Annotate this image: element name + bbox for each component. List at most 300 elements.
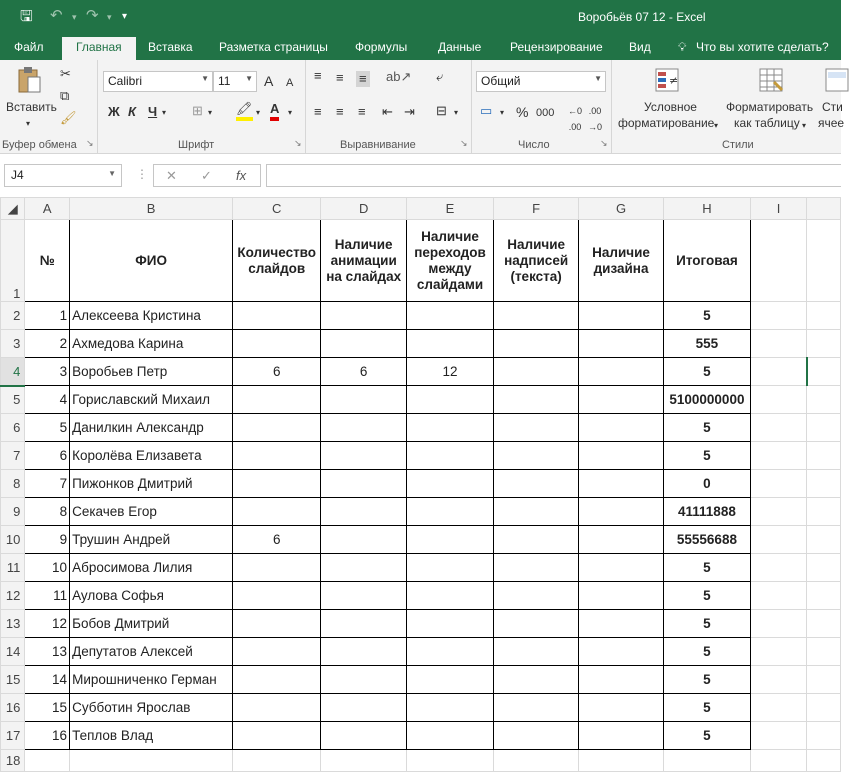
sheet-table bbox=[0, 197, 841, 772]
cell[interactable] bbox=[751, 722, 807, 750]
decrease-decimal-icon[interactable]: .00 →0 bbox=[588, 106, 603, 132]
slides-cell[interactable] bbox=[233, 330, 321, 358]
col-header-c[interactable]: C bbox=[233, 198, 321, 220]
name-cell[interactable]: Пижонков Дмитрий bbox=[70, 470, 233, 498]
cell[interactable] bbox=[807, 470, 841, 498]
format-as-table-line2[interactable]: как таблицу bbox=[734, 116, 800, 130]
number-cell[interactable]: 12 bbox=[25, 610, 70, 638]
captions-cell[interactable] bbox=[493, 302, 578, 330]
name-cell[interactable]: Абросимова Лилия bbox=[70, 554, 233, 582]
transitions-cell[interactable] bbox=[407, 582, 494, 610]
design-cell[interactable] bbox=[579, 498, 663, 526]
cell[interactable] bbox=[807, 554, 841, 582]
cell[interactable] bbox=[751, 220, 807, 302]
slides-cell[interactable] bbox=[233, 722, 321, 750]
cell[interactable] bbox=[751, 526, 807, 554]
cell[interactable] bbox=[807, 750, 841, 772]
cell[interactable] bbox=[751, 498, 807, 526]
cell[interactable] bbox=[751, 610, 807, 638]
animation-cell[interactable] bbox=[321, 638, 407, 666]
animation-cell[interactable] bbox=[321, 554, 407, 582]
chevron-down-icon: ▼ bbox=[594, 74, 602, 83]
cell[interactable] bbox=[751, 750, 807, 772]
total-cell[interactable]: 555 bbox=[663, 330, 750, 358]
format-as-table-line1[interactable]: Форматировать bbox=[726, 100, 814, 114]
tab-page-layout[interactable]: Разметка страницы bbox=[219, 40, 328, 54]
cell-styles-line1[interactable]: Сти bbox=[822, 100, 843, 114]
number-cell[interactable]: 4 bbox=[25, 386, 70, 414]
animation-cell[interactable]: 6 bbox=[321, 358, 407, 386]
animation-cell[interactable] bbox=[321, 582, 407, 610]
font-name-combo[interactable] bbox=[103, 71, 213, 92]
slides-cell[interactable] bbox=[233, 610, 321, 638]
font-size-combo[interactable] bbox=[213, 71, 257, 92]
conditional-formatting-icon[interactable] bbox=[654, 66, 680, 94]
cell[interactable] bbox=[751, 638, 807, 666]
number-cell[interactable]: 13 bbox=[25, 638, 70, 666]
col-header-f[interactable]: F bbox=[493, 198, 578, 220]
captions-cell[interactable] bbox=[493, 694, 578, 722]
design-cell[interactable] bbox=[579, 666, 663, 694]
italic-button[interactable]: К bbox=[128, 104, 136, 119]
cell[interactable] bbox=[751, 470, 807, 498]
captions-cell[interactable] bbox=[493, 722, 578, 750]
font-launcher-icon[interactable]: ↘ bbox=[294, 138, 302, 148]
number-cell[interactable]: 16 bbox=[25, 722, 70, 750]
merge-center-icon[interactable]: ⊟ bbox=[436, 103, 447, 118]
conditional-formatting-line1[interactable]: Условное bbox=[644, 100, 697, 114]
transitions-cell[interactable]: 12 bbox=[407, 358, 494, 386]
tab-review[interactable]: Рецензирование bbox=[510, 40, 603, 54]
row-header[interactable]: 16 bbox=[1, 694, 25, 722]
slides-cell[interactable] bbox=[233, 694, 321, 722]
align-middle-icon[interactable]: ≡ bbox=[336, 70, 344, 85]
animation-cell[interactable] bbox=[321, 526, 407, 554]
styles-group-label: Стили bbox=[722, 139, 754, 151]
header-cell-transitions[interactable]: Наличие переходов между слайдами bbox=[407, 220, 494, 302]
number-launcher-icon[interactable]: ↘ bbox=[600, 138, 608, 148]
cell[interactable] bbox=[493, 750, 578, 772]
animation-cell[interactable] bbox=[321, 694, 407, 722]
row-header[interactable]: 13 bbox=[1, 610, 25, 638]
captions-cell[interactable] bbox=[493, 638, 578, 666]
percent-button[interactable]: % bbox=[516, 104, 529, 120]
animation-cell[interactable] bbox=[321, 666, 407, 694]
captions-cell[interactable] bbox=[493, 666, 578, 694]
animation-cell[interactable] bbox=[321, 386, 407, 414]
slides-cell[interactable] bbox=[233, 414, 321, 442]
total-cell[interactable]: 5 bbox=[663, 638, 750, 666]
col-header-d[interactable]: D bbox=[321, 198, 407, 220]
number-cell[interactable]: 7 bbox=[25, 470, 70, 498]
cell-styles-icon[interactable] bbox=[824, 66, 850, 94]
row-header[interactable]: 6 bbox=[1, 414, 25, 442]
design-cell[interactable] bbox=[579, 610, 663, 638]
format-as-table-dropdown-icon[interactable]: ▾ bbox=[802, 121, 807, 130]
name-cell[interactable]: Ахмедова Карина bbox=[70, 330, 233, 358]
transitions-cell[interactable] bbox=[407, 414, 494, 442]
col-header-h[interactable]: H bbox=[663, 198, 750, 220]
captions-cell[interactable] bbox=[493, 610, 578, 638]
row-header[interactable]: 4 bbox=[1, 358, 25, 386]
animation-cell[interactable] bbox=[321, 302, 407, 330]
slides-cell[interactable]: 6 bbox=[233, 358, 321, 386]
row-header[interactable]: 11 bbox=[1, 554, 25, 582]
number-cell[interactable]: 10 bbox=[25, 554, 70, 582]
number-cell[interactable]: 15 bbox=[25, 694, 70, 722]
undo-icon[interactable]: ↶ bbox=[50, 7, 63, 24]
align-bottom-icon[interactable]: ≡ bbox=[356, 71, 370, 87]
tell-me-search[interactable]: Что вы хотите сделать? bbox=[696, 40, 829, 54]
redo-icon[interactable]: ↷ bbox=[86, 7, 99, 24]
orientation-icon[interactable]: ab↗ bbox=[386, 69, 412, 84]
format-painter-icon[interactable]: 🖌︎ bbox=[60, 110, 77, 125]
design-cell[interactable] bbox=[579, 358, 663, 386]
total-cell[interactable]: 5 bbox=[663, 414, 750, 442]
animation-cell[interactable] bbox=[321, 442, 407, 470]
name-cell[interactable]: Аулова Софья bbox=[70, 582, 233, 610]
name-cell[interactable]: Гориславский Михаил bbox=[70, 386, 233, 414]
slides-cell[interactable] bbox=[233, 442, 321, 470]
row-header[interactable]: 10 bbox=[1, 526, 25, 554]
number-format-value: Общий bbox=[481, 74, 521, 88]
transitions-cell[interactable] bbox=[407, 638, 494, 666]
table-row bbox=[1, 666, 841, 694]
select-all-corner[interactable]: ◢ bbox=[1, 198, 25, 220]
slides-cell[interactable] bbox=[233, 498, 321, 526]
name-cell[interactable]: Депутатов Алексей bbox=[70, 638, 233, 666]
name-cell[interactable]: Секачев Егор bbox=[70, 498, 233, 526]
title-bar bbox=[0, 0, 841, 34]
col-header-g[interactable]: G bbox=[579, 198, 663, 220]
captions-cell[interactable] bbox=[493, 358, 578, 386]
cell[interactable] bbox=[663, 750, 750, 772]
paste-icon[interactable] bbox=[16, 66, 42, 94]
captions-cell[interactable] bbox=[493, 554, 578, 582]
animation-cell[interactable] bbox=[321, 470, 407, 498]
cell[interactable] bbox=[751, 554, 807, 582]
cell[interactable] bbox=[807, 666, 841, 694]
slides-cell[interactable] bbox=[233, 470, 321, 498]
cell[interactable] bbox=[751, 386, 807, 414]
row-header[interactable]: 12 bbox=[1, 582, 25, 610]
design-cell[interactable] bbox=[579, 638, 663, 666]
cell[interactable] bbox=[751, 358, 807, 386]
cell[interactable] bbox=[70, 750, 233, 772]
name-cell[interactable]: Теплов Влад bbox=[70, 722, 233, 750]
row-header[interactable]: 5 bbox=[1, 386, 25, 414]
row-header[interactable]: 7 bbox=[1, 442, 25, 470]
merge-dropdown-icon[interactable]: ▾ bbox=[454, 108, 459, 117]
header-cell-name[interactable]: ФИО bbox=[70, 220, 233, 302]
slides-cell[interactable]: 6 bbox=[233, 526, 321, 554]
borders-dropdown-icon[interactable]: ▾ bbox=[208, 108, 213, 117]
underline-button[interactable]: Ч bbox=[148, 104, 158, 119]
col-header-b[interactable]: B bbox=[70, 198, 233, 220]
table-row bbox=[1, 554, 841, 582]
format-as-table-icon[interactable] bbox=[758, 66, 784, 94]
conditional-formatting-line2[interactable]: форматирование bbox=[618, 116, 715, 130]
align-right-icon[interactable]: ≡ bbox=[358, 104, 366, 119]
number-cell[interactable]: 14 bbox=[25, 666, 70, 694]
row-header[interactable]: 18 bbox=[1, 750, 25, 772]
conditional-formatting-dropdown-icon[interactable]: ▾ bbox=[714, 121, 719, 130]
tab-formulas[interactable]: Формулы bbox=[355, 40, 408, 54]
cell[interactable] bbox=[807, 414, 841, 442]
row-header[interactable]: 17 bbox=[1, 722, 25, 750]
animation-cell[interactable] bbox=[321, 498, 407, 526]
accounting-format-icon[interactable]: ▭ bbox=[480, 103, 493, 118]
transitions-cell[interactable] bbox=[407, 554, 494, 582]
increase-indent-icon[interactable]: ⇥ bbox=[404, 104, 415, 119]
cell[interactable] bbox=[807, 498, 841, 526]
wrap-text-icon[interactable]: ⤶ bbox=[436, 69, 444, 84]
bold-button[interactable]: Ж bbox=[108, 104, 120, 119]
copy-icon[interactable]: ⧉ bbox=[60, 88, 70, 103]
grow-font-icon[interactable]: A bbox=[264, 73, 274, 89]
total-cell[interactable]: 5100000000 bbox=[663, 386, 750, 414]
animation-cell[interactable] bbox=[321, 330, 407, 358]
fill-color-dropdown-icon[interactable]: ▾ bbox=[256, 108, 261, 117]
lightbulb-icon: 💡︎ bbox=[678, 40, 687, 54]
transitions-cell[interactable] bbox=[407, 666, 494, 694]
clipboard-launcher-icon[interactable]: ↘ bbox=[86, 138, 94, 148]
number-cell[interactable]: 1 bbox=[25, 302, 70, 330]
captions-cell[interactable] bbox=[493, 386, 578, 414]
thousands-separator-button[interactable]: 000 bbox=[536, 107, 555, 119]
shrink-font-icon[interactable]: A bbox=[286, 77, 294, 89]
cell[interactable] bbox=[751, 582, 807, 610]
number-cell[interactable]: 8 bbox=[25, 498, 70, 526]
number-cell[interactable]: 9 bbox=[25, 526, 70, 554]
transitions-cell[interactable] bbox=[407, 694, 494, 722]
slides-cell[interactable] bbox=[233, 582, 321, 610]
svg-text:≠: ≠ bbox=[669, 74, 679, 87]
row-header[interactable]: 1 bbox=[1, 220, 25, 302]
total-cell[interactable]: 5 bbox=[663, 666, 750, 694]
cut-icon[interactable]: ✂ bbox=[60, 66, 71, 81]
cell[interactable] bbox=[807, 220, 841, 302]
header-cell-total[interactable]: Итоговая bbox=[663, 220, 750, 302]
cell[interactable] bbox=[751, 302, 807, 330]
total-cell[interactable]: 55556688 bbox=[663, 526, 750, 554]
col-header-j[interactable] bbox=[807, 198, 841, 220]
total-cell[interactable]: 5 bbox=[663, 442, 750, 470]
design-cell[interactable] bbox=[579, 526, 663, 554]
slides-cell[interactable] bbox=[233, 554, 321, 582]
total-cell[interactable]: 5 bbox=[663, 302, 750, 330]
tab-file[interactable]: Файл bbox=[14, 40, 44, 54]
table-row bbox=[1, 582, 841, 610]
name-cell[interactable]: Субботин Ярослав bbox=[70, 694, 233, 722]
worksheet-grid bbox=[0, 197, 841, 770]
cell[interactable] bbox=[25, 750, 70, 772]
slides-cell[interactable] bbox=[233, 638, 321, 666]
design-cell[interactable] bbox=[579, 694, 663, 722]
cell[interactable] bbox=[751, 694, 807, 722]
name-cell[interactable]: Королёва Елизавета bbox=[70, 442, 233, 470]
row-header[interactable]: 2 bbox=[1, 302, 25, 330]
underline-dropdown-icon[interactable]: ▾ bbox=[162, 108, 167, 117]
cell[interactable] bbox=[233, 750, 321, 772]
captions-cell[interactable] bbox=[493, 526, 578, 554]
enter-icon[interactable]: ✓ bbox=[201, 168, 212, 183]
design-cell[interactable] bbox=[579, 582, 663, 610]
table-row bbox=[1, 330, 841, 358]
total-cell[interactable]: 5 bbox=[663, 554, 750, 582]
total-cell[interactable]: 5 bbox=[663, 610, 750, 638]
fill-color-icon[interactable]: 🖍︎ bbox=[236, 101, 253, 121]
cell[interactable] bbox=[807, 302, 841, 330]
cell[interactable] bbox=[807, 722, 841, 750]
align-center-icon[interactable]: ≡ bbox=[336, 104, 344, 119]
cell[interactable] bbox=[807, 694, 841, 722]
align-left-icon[interactable]: ≡ bbox=[314, 104, 322, 119]
total-cell[interactable]: 5 bbox=[663, 722, 750, 750]
header-cell-design[interactable]: Наличие дизайна bbox=[579, 220, 663, 302]
name-cell[interactable]: Бобов Дмитрий bbox=[70, 610, 233, 638]
font-group-label: Шрифт bbox=[178, 139, 215, 151]
cell[interactable] bbox=[807, 442, 841, 470]
header-cell-animation[interactable]: Наличие анимации на слайдах bbox=[321, 220, 407, 302]
row-header[interactable]: 14 bbox=[1, 638, 25, 666]
design-cell[interactable] bbox=[579, 386, 663, 414]
header-cell-number[interactable]: № bbox=[25, 220, 70, 302]
captions-cell[interactable] bbox=[493, 442, 578, 470]
col-header-i[interactable]: I bbox=[751, 198, 807, 220]
tab-view[interactable]: Вид bbox=[629, 40, 651, 54]
cell[interactable] bbox=[807, 638, 841, 666]
number-cell[interactable]: 5 bbox=[25, 414, 70, 442]
animation-cell[interactable] bbox=[321, 610, 407, 638]
customize-qat-icon[interactable]: ▾ bbox=[122, 11, 128, 22]
number-cell[interactable]: 3 bbox=[25, 358, 70, 386]
cancel-icon[interactable]: ✕ bbox=[166, 168, 177, 183]
name-cell[interactable]: Мирошниченко Герман bbox=[70, 666, 233, 694]
increase-decimal-icon[interactable]: ←0 .00 bbox=[568, 106, 583, 132]
accounting-dropdown-icon[interactable]: ▾ bbox=[500, 108, 505, 117]
formula-input[interactable] bbox=[266, 164, 841, 187]
transitions-cell[interactable] bbox=[407, 442, 494, 470]
transitions-cell[interactable] bbox=[407, 526, 494, 554]
total-cell[interactable]: 5 bbox=[663, 694, 750, 722]
table-row bbox=[1, 526, 841, 554]
insert-function-icon[interactable]: fx bbox=[236, 168, 247, 183]
slides-cell[interactable] bbox=[233, 302, 321, 330]
col-header-a[interactable]: A bbox=[25, 198, 70, 220]
cell[interactable] bbox=[751, 666, 807, 694]
cell[interactable] bbox=[807, 582, 841, 610]
undo-dropdown-icon[interactable]: ▾ bbox=[72, 12, 77, 22]
row-header[interactable]: 8 bbox=[1, 470, 25, 498]
cell[interactable] bbox=[807, 386, 841, 414]
cell[interactable] bbox=[807, 610, 841, 638]
save-icon[interactable]: 🖫 bbox=[20, 8, 33, 25]
redo-dropdown-icon[interactable]: ▾ bbox=[107, 12, 112, 22]
animation-cell[interactable] bbox=[321, 414, 407, 442]
design-cell[interactable] bbox=[579, 470, 663, 498]
decrease-indent-icon[interactable]: ⇤ bbox=[382, 104, 393, 119]
cell[interactable] bbox=[751, 442, 807, 470]
row-header[interactable]: 15 bbox=[1, 666, 25, 694]
name-cell[interactable]: Воробьев Петр bbox=[70, 358, 233, 386]
design-cell[interactable] bbox=[579, 330, 663, 358]
formula-bar bbox=[0, 154, 841, 197]
design-cell[interactable] bbox=[579, 442, 663, 470]
tab-data[interactable]: Данные bbox=[438, 40, 482, 54]
name-box[interactable] bbox=[4, 164, 122, 187]
number-cell[interactable]: 11 bbox=[25, 582, 70, 610]
cell[interactable] bbox=[407, 750, 494, 772]
transitions-cell[interactable] bbox=[407, 386, 494, 414]
number-cell[interactable]: 2 bbox=[25, 330, 70, 358]
design-cell[interactable] bbox=[579, 302, 663, 330]
total-cell[interactable]: 0 bbox=[663, 470, 750, 498]
captions-cell[interactable] bbox=[493, 582, 578, 610]
design-cell[interactable] bbox=[579, 414, 663, 442]
header-cell-slides[interactable]: Количество слайдов bbox=[233, 220, 321, 302]
cell[interactable] bbox=[807, 526, 841, 554]
align-top-icon[interactable]: ≡ bbox=[314, 68, 322, 83]
number-format-combo[interactable] bbox=[476, 71, 606, 92]
col-header-e[interactable]: E bbox=[407, 198, 494, 220]
active-cell-j4[interactable] bbox=[807, 358, 841, 386]
row-header[interactable]: 9 bbox=[1, 498, 25, 526]
tab-insert[interactable]: Вставка bbox=[148, 40, 193, 54]
total-cell[interactable]: 5 bbox=[663, 358, 750, 386]
name-cell[interactable]: Трушин Андрей bbox=[70, 526, 233, 554]
tab-home[interactable]: Главная bbox=[62, 37, 136, 60]
transitions-cell[interactable] bbox=[407, 470, 494, 498]
alignment-launcher-icon[interactable]: ↘ bbox=[460, 138, 468, 148]
name-cell[interactable]: Алексеева Кристина bbox=[70, 302, 233, 330]
cell[interactable] bbox=[807, 330, 841, 358]
total-cell[interactable]: 41111888 bbox=[663, 498, 750, 526]
slides-cell[interactable] bbox=[233, 386, 321, 414]
font-color-dropdown-icon[interactable]: ▾ bbox=[288, 108, 293, 117]
transitions-cell[interactable] bbox=[407, 330, 494, 358]
name-cell[interactable]: Данилкин Александр bbox=[70, 414, 233, 442]
borders-icon[interactable]: ⊞ bbox=[192, 103, 203, 118]
font-color-icon[interactable]: A bbox=[270, 101, 279, 121]
design-cell[interactable] bbox=[579, 722, 663, 750]
cell[interactable] bbox=[751, 414, 807, 442]
paste-dropdown-icon[interactable]: ▾ bbox=[26, 119, 31, 128]
animation-cell[interactable] bbox=[321, 722, 407, 750]
cell[interactable] bbox=[751, 330, 807, 358]
captions-cell[interactable] bbox=[493, 330, 578, 358]
captions-cell[interactable] bbox=[493, 498, 578, 526]
design-cell[interactable] bbox=[579, 554, 663, 582]
header-cell-captions[interactable]: Наличие надписей (текста) bbox=[493, 220, 578, 302]
transitions-cell[interactable] bbox=[407, 722, 494, 750]
transitions-cell[interactable] bbox=[407, 610, 494, 638]
alignment-group bbox=[306, 60, 472, 154]
transitions-cell[interactable] bbox=[407, 498, 494, 526]
slides-cell[interactable] bbox=[233, 666, 321, 694]
cell[interactable] bbox=[579, 750, 663, 772]
cell[interactable] bbox=[321, 750, 407, 772]
transitions-cell[interactable] bbox=[407, 302, 494, 330]
alignment-group-label: Выравнивание bbox=[340, 139, 416, 151]
captions-cell[interactable] bbox=[493, 414, 578, 442]
captions-cell[interactable] bbox=[493, 470, 578, 498]
paste-button[interactable]: Вставить bbox=[6, 100, 57, 114]
row-header[interactable]: 3 bbox=[1, 330, 25, 358]
total-cell[interactable]: 5 bbox=[663, 582, 750, 610]
cell-styles-line2[interactable]: ячее bbox=[818, 116, 845, 130]
number-cell[interactable]: 6 bbox=[25, 442, 70, 470]
